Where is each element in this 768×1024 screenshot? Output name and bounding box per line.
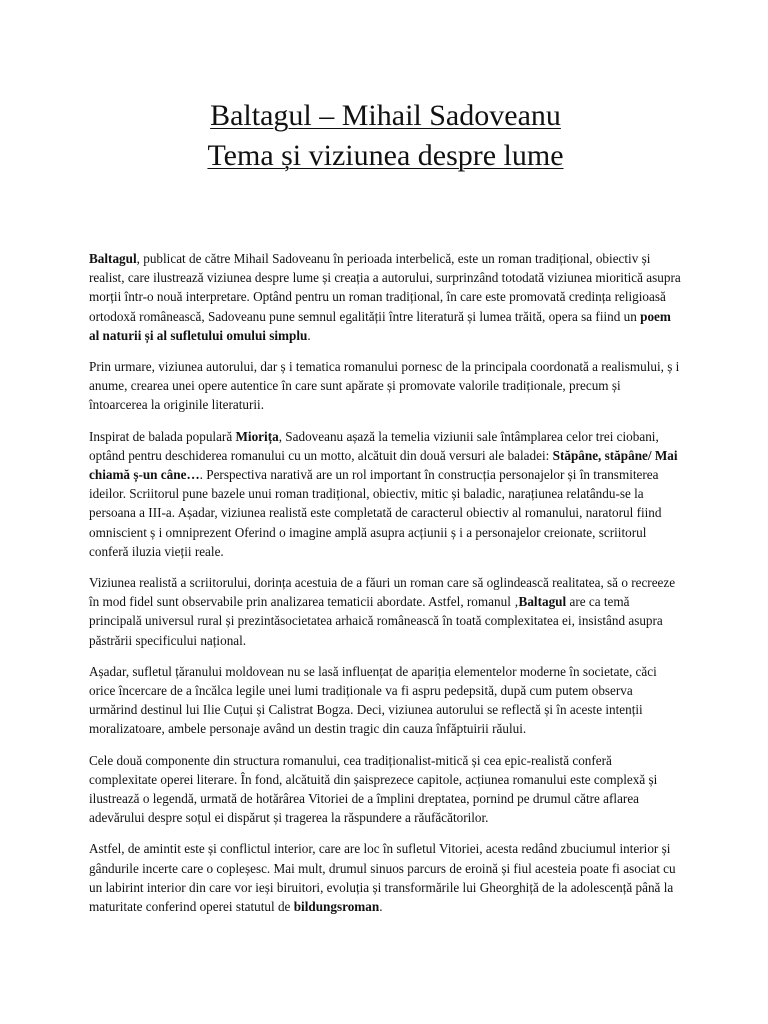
title-line-1: Baltagul – Mihail Sadoveanu bbox=[210, 99, 561, 132]
paragraph bbox=[89, 357, 682, 415]
bold-text-segment: Stăpâne, stăpâne/ Mai chiamă ș-un câne… bbox=[89, 447, 678, 483]
text-segment: Cele două componente din structura romanului, cea tradiționalist-mitică și cea epic-realistă conferă complexitate operei literare. În fond, alcătuită din șaisprezece capitole, acțiunea romanului este complexă și ilustrează o legendă, urmată de hotărârea Vitoriei de a împlini dreptatea, pornind pe drumul către aflarea adevărului despre soțul ei dispărut și tragerea la răspundere a răufăcătorilor. bbox=[89, 752, 658, 826]
paragraph bbox=[89, 839, 682, 916]
text-segment: . bbox=[307, 327, 311, 343]
text-segment: , publicat de către Mihail Sadoveanu în perioada interbelică, este un roman tradițional, obiectiv și realist, care ilustrează viziunea despre lume și creația a autorului, surprinzând totodată viziunea mioritică asupra morții într-o nouă interpretare. Optând pentru un roman tradițional, în care este promovată credința religioasă ortodoxă românească, Sadoveanu pune semnul egalității între literatură și lumea trăită, opera sa fiind un bbox=[89, 251, 681, 324]
text-segment: . bbox=[379, 899, 383, 915]
text-segment: . Perspectiva narativă are un rol important în construcția personajelor și în transmiterea ideilor. Scriitorul pune bazele unui roman tradițional, obiectiv, mitic și baladic, narațiunea relatându-se la persoana a III-a. Așadar, viziunea realistă este completată de caracterul obiectiv al romanului, naratorul fiind omniscient ș i omniprezent Oferind o imagine amplă asupra acțiunii ș i a personajelor creionate, scriitorul conferă iluzia vieții reale. bbox=[89, 467, 662, 559]
bold-text-segment: Miorița bbox=[235, 428, 279, 444]
title-block bbox=[89, 0, 682, 176]
document-body bbox=[89, 249, 682, 916]
bold-text-segment: Baltagul bbox=[89, 251, 137, 266]
paragraph bbox=[89, 751, 682, 828]
paragraph bbox=[89, 249, 682, 345]
text-segment: Prin urmare, viziunea autorului, dar ș i tematica romanului pornesc de la principala coordonată a realismului, ș i anume, crearea unei opere autentice în care sunt apărate și promovate valorile tradiționale, precum și întoarcerea la originile literaturii. bbox=[89, 359, 680, 413]
text-segment: Viziunea realistă a scriitorului, dorința acestuia de a făuri un roman care să oglindească realitatea, să o recreeze în mod fidel sunt observabile prin analizarea tematicii abordate. Astfel, romanul ‚ bbox=[89, 575, 676, 610]
text-segment: Astfel, de amintit este și conflictul interior, care are loc în sufletul Vitoriei, acesta redând zbuciumul interior și gândurile incerte care o copleșesc. Mai mult, drumul sinuos parcurs de eroină și fiul acesteia poate fi asociat cu un labirint interior din care vor ieși biruitori, evoluția și transformările lui Gheorghiță de la adolescență până la maturitate conferind operei statutul de bbox=[89, 841, 676, 915]
text-segment: are ca temă principală universul rural și prezintăsocietatea arhaică românească în toată complexitatea ei, insistând asupra păstrării specificului național. bbox=[89, 594, 663, 648]
text-segment: Așadar, sufletul țăranului moldovean nu se lasă influențat de apariția elementelor moderne în societate, căci orice încercare de a încălca legile unei lumi tradiționale va fi aspru pedepsită, după cum putem observa urmărind destinul lui Ilie Cuțui și Calistrat Bogza. Deci, viziunea autorului se reflectă și în aceste intenții moralizatoare, ambele personaje având un destin tragic din cauza înfăptuirii răului. bbox=[89, 663, 657, 737]
title-line-2: Tema și viziunea despre lume bbox=[207, 139, 564, 172]
text-segment: , Sadoveanu așază la temelia viziunii sale întâmplarea celor trei ciobani, optând pentru deschiderea romanului cu un motto, alcătuit din două versuri ale baladei: bbox=[89, 428, 659, 463]
bold-text-segment: Baltagul bbox=[518, 594, 567, 610]
bold-text-segment: bildungsroman bbox=[293, 899, 380, 915]
paragraph bbox=[89, 662, 682, 739]
paragraph bbox=[89, 427, 682, 561]
paragraph bbox=[89, 573, 682, 650]
text-segment: Inspirat de balada populară bbox=[89, 428, 236, 444]
bold-text-segment: poem al naturii și al sufletului omului simplu bbox=[89, 308, 671, 343]
